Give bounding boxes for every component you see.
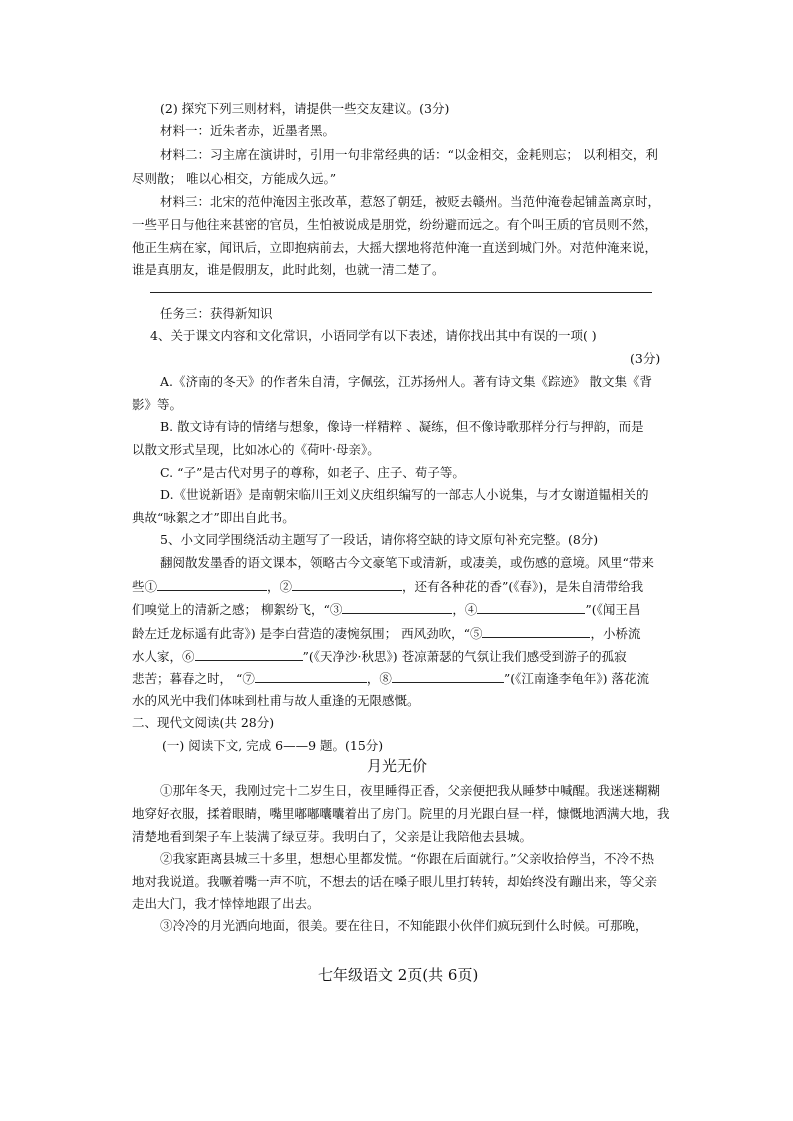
- question-5: 5、小文同学围绕活动主题写了一段话，请你将空缺的诗文原句补充完整。(8分): [160, 532, 599, 547]
- option-a-line-2: 影》等。: [132, 397, 183, 412]
- blank-6[interactable]: [195, 647, 303, 661]
- paragraph-2-line-3: 走出大门，我才悻悻地跟了出去。: [132, 896, 320, 911]
- section-2-heading: 二、现代文阅读(共 28分): [132, 715, 275, 730]
- option-d-line-1: D.《世说新语》是南朝宋临川王刘义庆组织编写的一部志人小说集，与才女谢道韫相关的: [160, 487, 649, 502]
- q5-paragraph-line-1: 翻阅散发墨香的语文课本，领略古今文豪笔下或清新，或凄美，或伤感的意境。风里“带来: [160, 555, 654, 570]
- blank-3[interactable]: [342, 600, 452, 614]
- q5-paragraph-line-6: 悲苦；暮春之时， “⑦ ，⑧ ”(《江南逢李龟年》) 落花流: [132, 671, 650, 686]
- page-footer: 七年级语文 2页(共 6页): [318, 966, 479, 984]
- paragraph-2-line-1: ②我家距离县城三十多里，想想心里都发慌。“你跟在后面就行。”父亲收拾停当，不冷不热: [160, 851, 655, 866]
- paragraph-2-line-2: 地对我说道。我噘着嘴一声不吭，不想去的话在嗓子眼儿里打转转，却始终没有蹦出来，等父亲: [132, 874, 658, 889]
- material-3-line-1: 材料三：北宋的范仲淹因主张改革，惹怒了朝廷，被贬去赣州。当范仲淹卷起铺盖离京时，: [160, 194, 661, 209]
- question-4: 4、关于课文内容和文化常识，小语同学有以下表述，请你找出其中有误的一项( ): [150, 328, 597, 343]
- q5-paragraph-line-4: 龄左迁龙标遥有此寄》) 是李白营造的凄惋氛围； 西风劲吹，“⑤ ，小桥流: [132, 626, 641, 641]
- option-b-line-2: 以散文形式呈现，比如冰心的《荷叶·母亲》。: [132, 442, 380, 457]
- option-d-line-2: 典故“咏絮之才”即出自此书。: [132, 510, 295, 525]
- answer-line: [150, 292, 652, 293]
- paragraph-1-line-1: ①那年冬天，我刚过完十二岁生日，夜里睡得正香，父亲便把我从睡梦中喊醒。我迷迷糊糊: [160, 783, 661, 798]
- paragraph-3-line-1: ③冷冷的月光洒向地面，很美。要在往日，不知能跟小伙伴们疯玩到什么时候。可那晚，: [160, 918, 648, 933]
- q5-paragraph-line-7: 水的风光中我们体味到杜甫与故人重逢的无限感慨。: [132, 693, 420, 708]
- option-a-line-1: A.《济南的冬天》的作者朱自清，字佩弦，江苏扬州人。著有诗文集《踪迹》 散文集《背: [160, 374, 652, 389]
- material-2-line-2: 尽则散； 唯以心相交，方能成久远。”: [132, 171, 337, 186]
- question-4-score: (3分): [630, 351, 661, 366]
- q5-paragraph-line-3: 们嗅觉上的清新之感； 柳絮纷飞，“③ ，④ ”(《闻王昌: [132, 602, 641, 617]
- blank-2[interactable]: [292, 577, 402, 591]
- blank-1[interactable]: [157, 577, 267, 591]
- option-c: C. “子”是古代对男子的尊称，如老子、庄子、荀子等。: [160, 465, 465, 480]
- paragraph-1-line-3: 清楚地看到架子车上装满了绿豆芽。我明白了，父亲是让我陪他去县城。: [132, 829, 533, 844]
- question-2-intro: (2) 探究下列三则材料，请提供一些交友建议。(3分): [160, 101, 450, 116]
- q5-paragraph-line-2: 些① ，② ，还有各种花的香”(《春》)，是朱自清带给我: [132, 579, 644, 594]
- material-2-line-1: 材料二：习主席在演讲时，引用一句非常经典的话：“以金相交，金耗则忘； 以利相交，利: [160, 147, 658, 162]
- article-title: 月光无价: [367, 757, 428, 775]
- subsection-1-heading: (一) 阅读下文, 完成 6——9 题。(15分): [162, 738, 384, 753]
- material-3-line-4: 谁是真朋友，谁是假朋友，此时此刻，也就一清二楚了。: [132, 262, 445, 277]
- paragraph-1-line-2: 地穿好衣服，揉着眼睛，嘴里嘟嘟囔囔着出了房门。院里的月光跟白昼一样，慷慨地洒满大地，我: [132, 806, 670, 821]
- material-3-line-3: 他正生病在家，闻讯后，立即抱病前去，大摇大摆地将范仲淹一直送到城门外。对范仲淹来说，: [132, 240, 658, 255]
- task-3-heading: 任务三：获得新知识: [160, 306, 273, 321]
- material-3-line-2: 一些平日与他往来甚密的官员，生怕被说成是朋党，纷纷避而远之。有个叫王质的官员则不然，: [132, 217, 658, 232]
- blank-4[interactable]: [477, 600, 585, 614]
- option-b-line-1: B. 散文诗有诗的情绪与想象，像诗一样精粹 、凝练，但不像诗歌那样分行与押韵，而是: [160, 419, 644, 434]
- blank-8[interactable]: [392, 669, 504, 683]
- blank-7[interactable]: [255, 669, 367, 683]
- material-1: 材料一：近朱者赤，近墨者黑。: [160, 123, 336, 138]
- blank-5[interactable]: [482, 624, 590, 638]
- q5-paragraph-line-5: 水人家，⑥ ”(《天净沙·秋思》) 苍凉萧瑟的气氛让我们感受到游子的孤寂: [132, 649, 627, 664]
